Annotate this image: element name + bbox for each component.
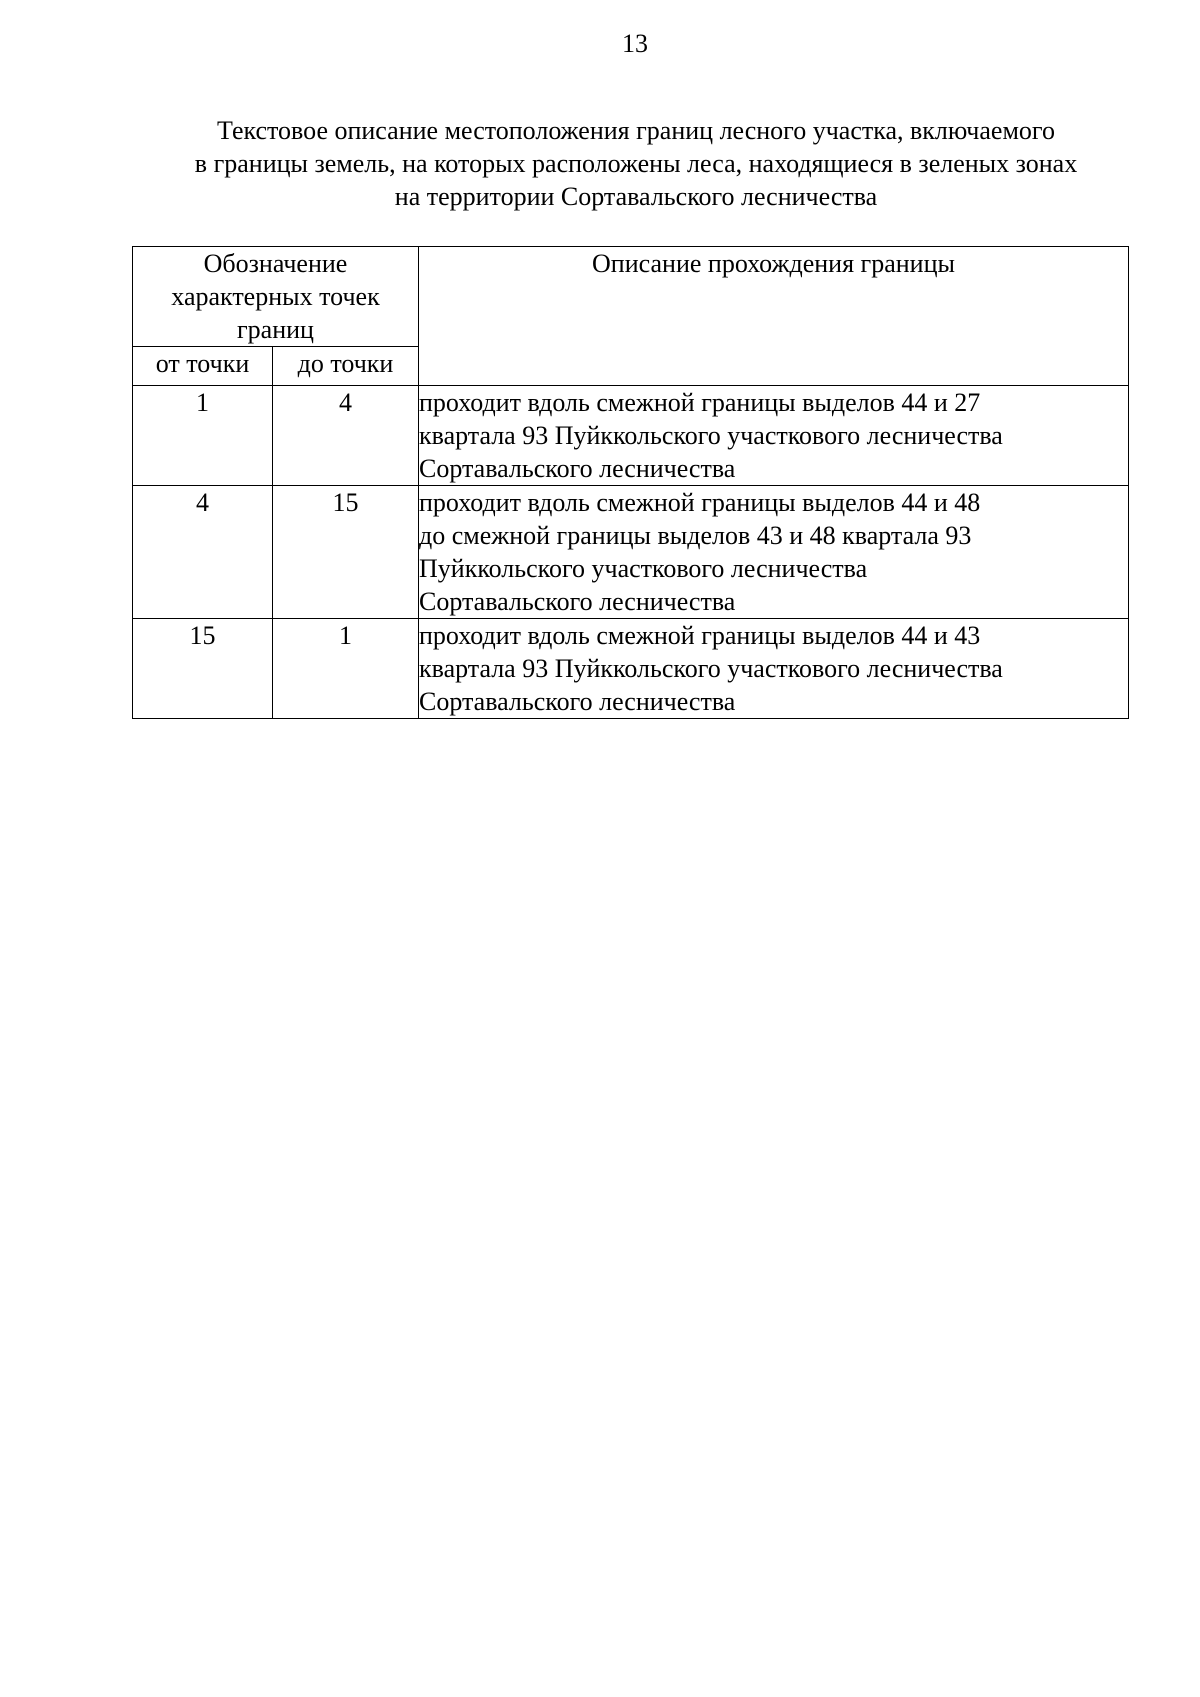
page-number: 13 — [622, 29, 648, 58]
from-point-cell: 1 — [133, 386, 273, 486]
description-line: проходит вдоль смежной границы выделов 44 и 43 — [419, 621, 981, 650]
to-point-cell: 1 — [273, 619, 419, 719]
table-header-row — [133, 247, 1129, 347]
description-cell — [419, 619, 1129, 719]
to-point-header: до точки — [273, 347, 419, 386]
boundary-description-table — [132, 246, 1129, 719]
table-row — [133, 486, 1129, 619]
description-line: квартала 93 Пуйккольского участкового лесничества — [419, 654, 1003, 683]
points-header-line-1: Обозначение — [203, 249, 348, 278]
title-line-2: в границы земель, на которых расположены леса, находящиеся в зеленых зонах — [194, 149, 1078, 178]
description-line: Сортавальского лесничества — [419, 454, 736, 483]
description-line: проходит вдоль смежной границы выделов 44 и 48 — [419, 488, 981, 517]
description-header: Описание прохождения границы — [419, 247, 1129, 386]
from-point-cell: 4 — [133, 486, 273, 619]
to-point-cell: 4 — [273, 386, 419, 486]
points-header-line-3: границ — [237, 315, 314, 344]
description-line: квартала 93 Пуйккольского участкового лесничества — [419, 421, 1003, 450]
title-line-3: на территории Сортавальского лесничества — [394, 182, 878, 211]
description-line: Сортавальского лесничества — [419, 587, 736, 616]
description-cell — [419, 386, 1129, 486]
from-point-cell: 15 — [133, 619, 273, 719]
description-line: проходит вдоль смежной границы выделов 44 и 27 — [419, 388, 981, 417]
description-line: Сортавальского лесничества — [419, 687, 736, 716]
table-row — [133, 619, 1129, 719]
table-row — [133, 386, 1129, 486]
description-line: Пуйккольского участкового лесничества — [419, 554, 868, 583]
points-designation-header — [133, 247, 419, 347]
description-line: до смежной границы выделов 43 и 48 квартала 93 — [419, 521, 972, 550]
description-cell — [419, 486, 1129, 619]
points-header-line-2: характерных точек — [171, 282, 380, 311]
title-line-1: Текстовое описание местоположения границ лесного участка, включаемого — [217, 116, 1055, 145]
from-point-header: от точки — [133, 347, 273, 386]
to-point-cell: 15 — [273, 486, 419, 619]
document-title — [100, 114, 1172, 213]
